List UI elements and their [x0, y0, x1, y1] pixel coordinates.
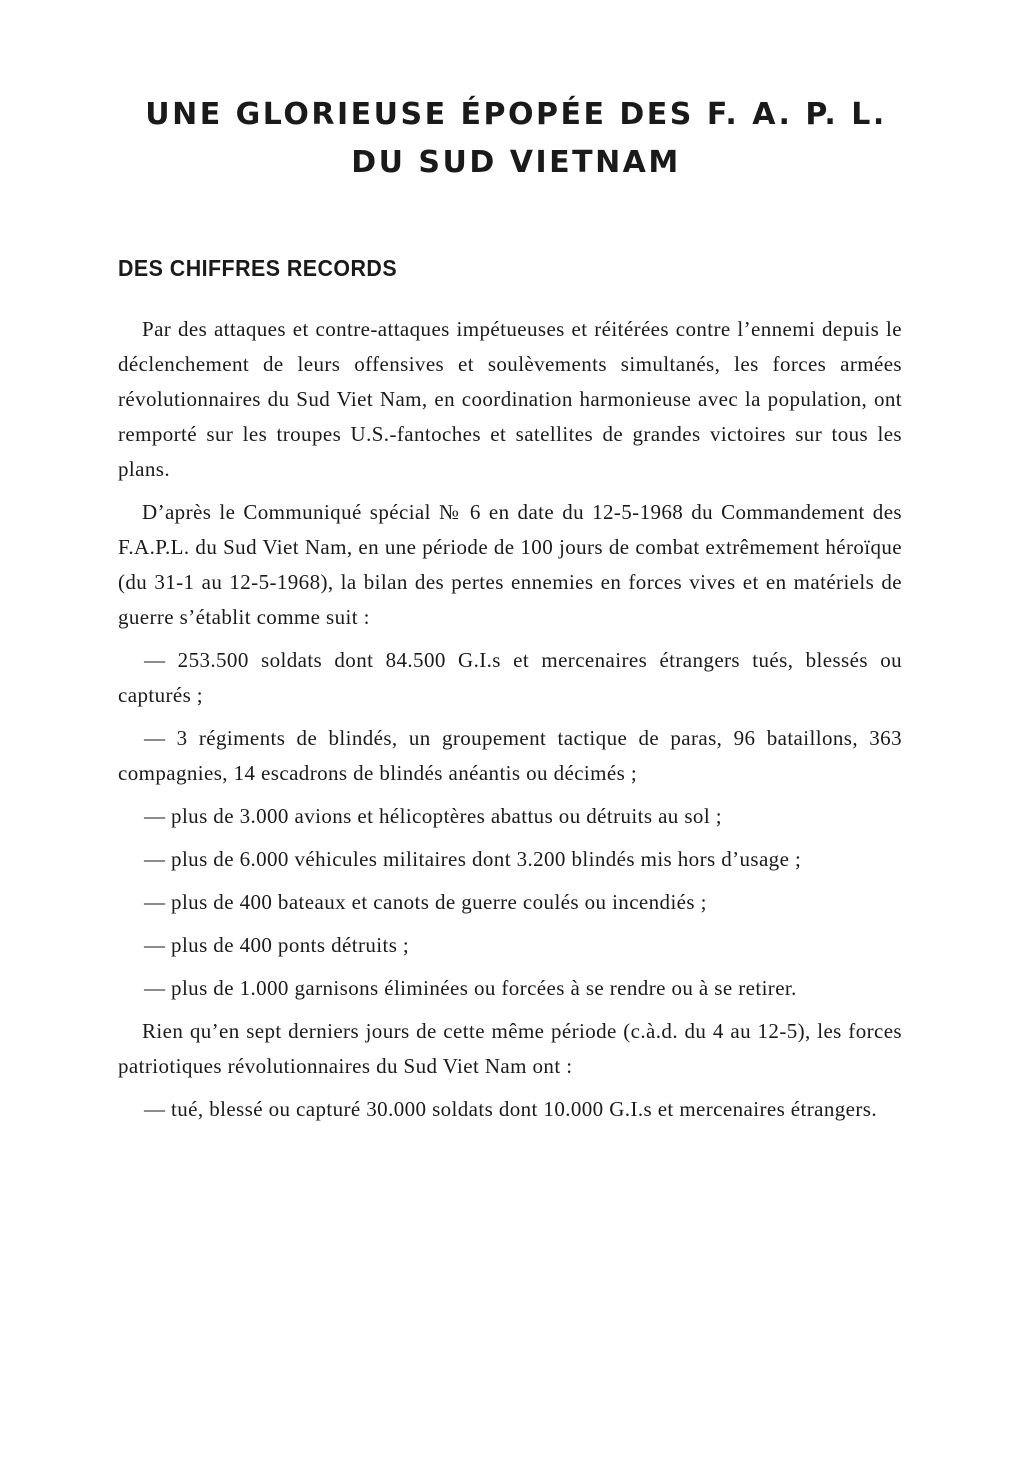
- losses-item: — plus de 1.000 garnisons éliminées ou forcées à se rendre ou à se retirer.: [144, 976, 797, 1000]
- article-body: [118, 312, 902, 1135]
- communique-paragraph: D’après le Communiqué spécial № 6 en date du 12-5-1968 du Commandement des F.A.P.L. du Sud Viet Nam, en une période de 100 jours de combat extrêmement héroïque (du 31-1 au 12-5-1968), la bilan des pertes ennemies en forces vives et en matériels de guerre s’établit comme suit :: [118, 500, 902, 629]
- losses-item: — plus de 400 ponts détruits ;: [144, 933, 410, 957]
- losses-item: — plus de 6.000 véhicules militaires dont 3.200 blindés mis hors d’usage ;: [144, 847, 802, 871]
- losses-item: — plus de 3.000 avions et hélicoptères abattus ou détruits au sol ;: [144, 804, 722, 828]
- page-title-line-2: DU SUD VIETNAM: [351, 145, 681, 180]
- losses-item: — 253.500 soldats dont 84.500 G.I.s et mercenaires étrangers tués, blessés ou capturés ;: [118, 648, 902, 707]
- losses-item: — plus de 400 bateaux et canots de guerre coulés ou incendiés ;: [144, 890, 707, 914]
- closing-paragraph: Rien qu’en sept derniers jours de cette même période (c.à.d. du 4 au 12-5), les forces patriotiques révolutionnaires du Sud Viet Nam ont :: [118, 1019, 902, 1078]
- intro-paragraph: Par des attaques et contre-attaques impétueuses et réitérées contre l’ennemi depuis le déclenchement de leurs offensives et soulèvements simultanés, les forces armées révolutionnaires du Sud Viet Nam, en coordination harmonieuse avec la population, ont remporté sur les troupes U.S.-fantoches et satellites de grandes victoires sur tous les plans.: [118, 317, 902, 481]
- closing-item: — tué, blessé ou capturé 30.000 soldats dont 10.000 G.I.s et mercenaires étrangers.: [144, 1097, 878, 1121]
- losses-item: — 3 régiments de blindés, un groupement tactique de paras, 96 bataillons, 363 compagnies, 14 escadrons de blindés anéantis ou décimés ;: [118, 726, 902, 785]
- page-title-line-1: UNE GLORIEUSE ÉPOPÉE DES F. A. P. L.: [145, 97, 887, 132]
- section-heading: DES CHIFFRES RECORDS: [118, 255, 398, 281]
